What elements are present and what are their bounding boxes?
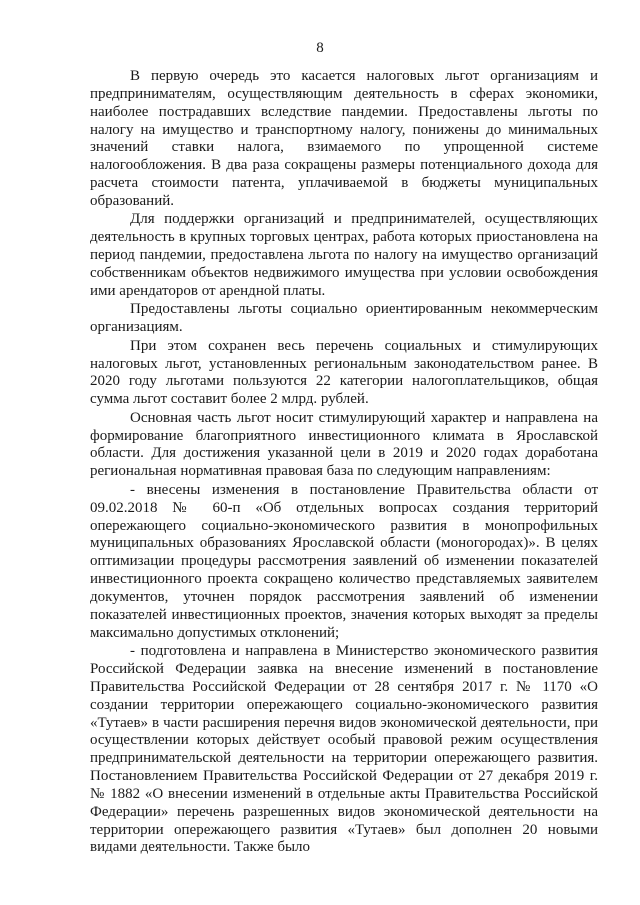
paragraph-tax-benefits: В первую очередь это касается налоговых льгот организациям и предпринимателям, осуществляющим деятельность в сферах экономики, наиболее пострадавших вследствие пандемии. Предоставлены льготы по налогу на имущество и транспортному налогу, понижены до минимальных значений ставки налога, взимаемого по упрощенной системе налогообложения. В два раза сокращены размеры потенциального дохода для расчета стоимости патента, уплачиваемой в бюджеты муниципальных образований.	[90, 68, 598, 209]
body-text	[90, 68, 598, 857]
paragraph-nonprofits: Предоставлены льготы социально ориентированным некоммерческим организациям.	[90, 301, 598, 336]
paragraph-preserved-benefits: При этом сохранен весь перечень социальных и стимулирующих налоговых льгот, установленных региональным законодательством ранее. В 2020 году льготами пользуются 22 категории налогоплательщиков, общая сумма льгот составит более 2 млрд. рублей.	[90, 337, 598, 408]
list-item-federal-application: - подготовлена и направлена в Министерство экономического развития Российской Федерации заявка на внесение изменений в постановление Правительства Российской Федерации от 28 сентября 2017 г. № 1170 «О создании территории опережающего социально-экономического развития «Тутаев» в части расширения перечня видов экономической деятельности, при осуществлении которых действует особый правовой режим осуществления предпринимательской деятельности на территории опережающего развития. Постановлением Правительства Российской Федерации от 27 декабря 2019 г. № 1882 «О внесении изменений в отдельные акты Правительства Российской Федерации» перечень разрешенных видов экономической деятельности на территории опережающего развития «Тутаев» был дополнен 20 новыми видами деятельности. Также было	[90, 643, 598, 856]
paragraph-investment-climate: Основная часть льгот носит стимулирующий характер и направлена на формирование благоприятного инвестиционного климата в Ярославской области. Для достижения указанной цели в 2019 и 2020 годах доработана региональная нормативная правовая база по следующим направлениям:	[90, 409, 598, 480]
page-number: 8	[316, 40, 324, 56]
paragraph-shopping-centers: Для поддержки организаций и предпринимателей, осуществляющих деятельность в крупных торговых центрах, работа которых приостановлена на период пандемии, предоставлена льгота по налогу на имущество организаций собственникам объектов недвижимого имущества при условии освобождения ими арендаторов от арендной платы.	[90, 211, 598, 299]
list-item-regional-decree: - внесены изменения в постановление Правительства области от 09.02.2018 № 60-п «Об отдельных вопросах создания территорий опережающего социально-экономического развития в монопрофильных муниципальных образованиях Ярославской области (моногородах)». В целях оптимизации процедуры рассмотрения заявлений об изменении показателей инвестиционного проекта сокращено количество представляемых заявителем документов, уточнен порядок рассмотрения заявлений об изменении показателей инвестиционных проектов, значения которых выходят за пределы максимально допустимых отклонений;	[90, 481, 598, 641]
